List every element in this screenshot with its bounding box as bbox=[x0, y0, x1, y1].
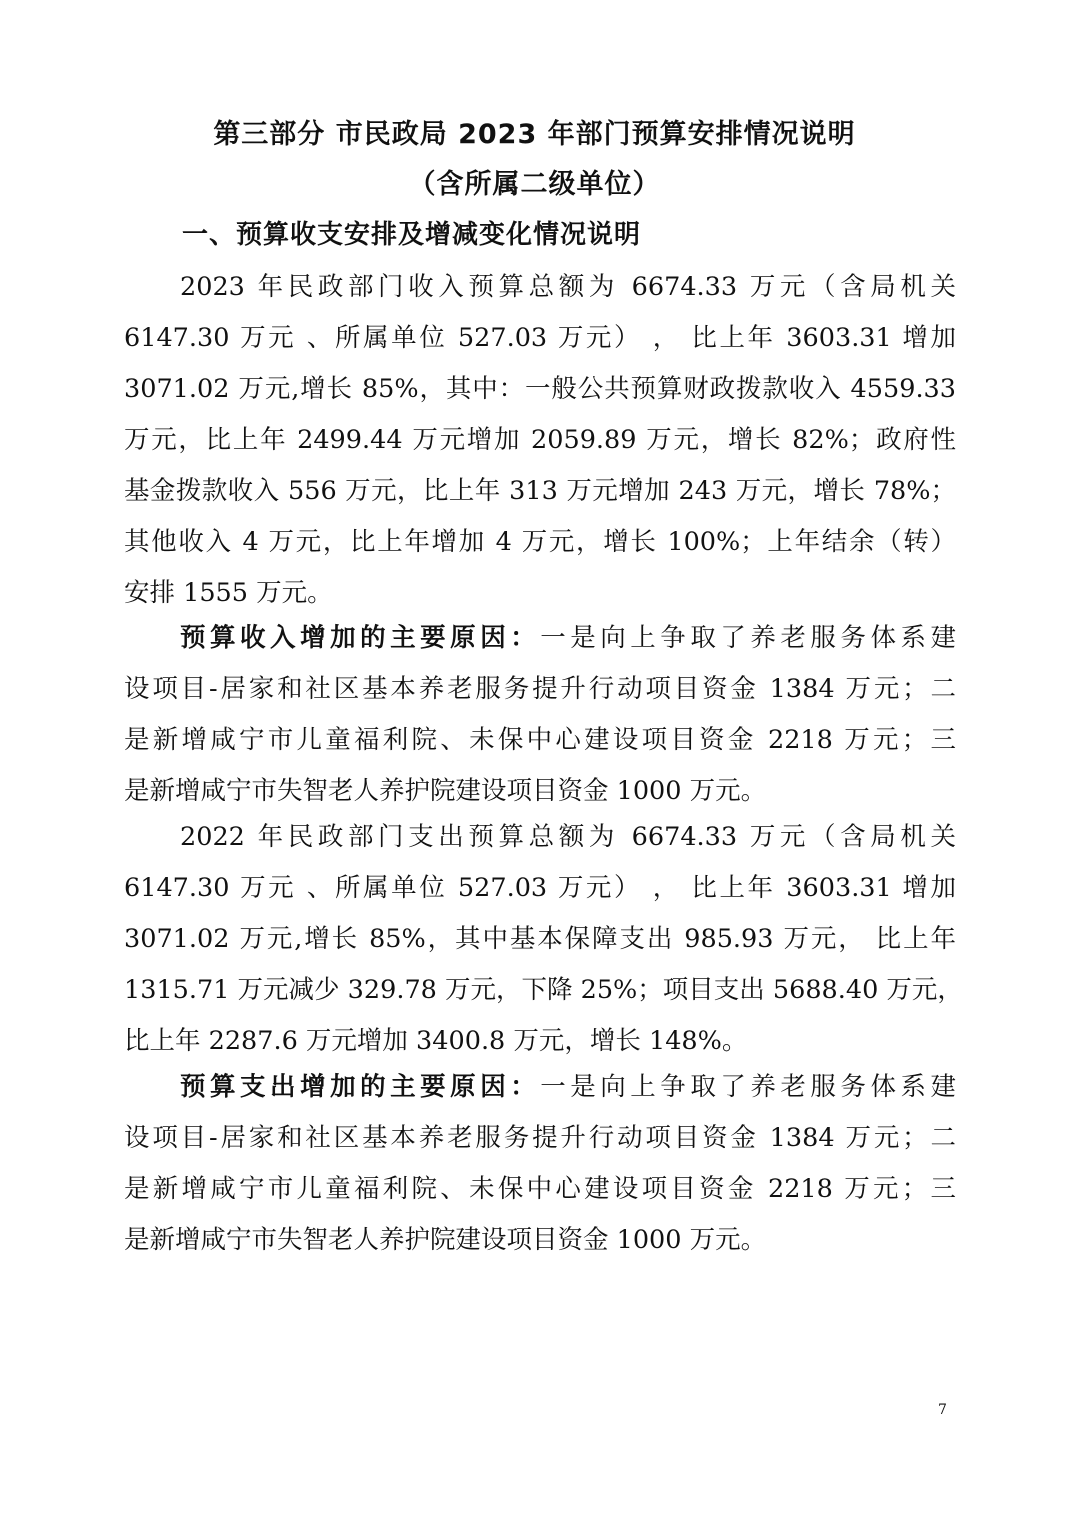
paragraph-income-reasons bbox=[124, 613, 956, 817]
text-line: 是新增咸宁市儿童福利院、未保中心建设项目资金 2218 万元；三 bbox=[124, 725, 956, 755]
text-line: 是新增咸宁市儿童福利院、未保中心建设项目资金 2218 万元；三 bbox=[124, 1174, 956, 1204]
text-line: 6147.30 万元 、所属单位 527.03 万元） ， 比上年 3603.31 增加 bbox=[124, 323, 956, 353]
text-line bbox=[124, 1062, 956, 1113]
text-segment: 一是向上争取了养老服务体系建 bbox=[540, 1072, 956, 1102]
document-subtitle: （含所属二级单位） bbox=[408, 169, 661, 200]
text-line: 3071.02 万元,增长 85%，其中基本保障支出 985.93 万元， 比上年 bbox=[124, 924, 956, 954]
page-number: 7 bbox=[938, 1402, 947, 1418]
text-line: 安排 1555 万元。 bbox=[124, 578, 333, 608]
text-line: 其他收入 4 万元，比上年增加 4 万元，增长 100%；上年结余（转） bbox=[124, 527, 956, 557]
text-line bbox=[124, 613, 956, 664]
document-title: 第三部分 市民政局 2023 年部门预算安排情况说明 bbox=[213, 119, 856, 150]
text-line: 1315.71 万元减少 329.78 万元，下降 25%；项目支出 5688.40 万元， bbox=[124, 975, 963, 1005]
text-line: 3071.02 万元,增长 85%，其中：一般公共预算财政拨款收入 4559.33 bbox=[124, 374, 956, 404]
text-line: 6147.30 万元 、所属单位 527.03 万元） ， 比上年 3603.31 增加 bbox=[124, 873, 956, 903]
text-line: 万元，比上年 2499.44 万元增加 2059.89 万元，增长 82%；政府性 bbox=[124, 425, 956, 455]
text-line: 基金拨款收入 556 万元，比上年 313 万元增加 243 万元，增长 78%； bbox=[124, 476, 956, 506]
paragraph-income-budget bbox=[124, 262, 956, 619]
text-line: 2022 年民政部门支出预算总额为 6674.33 万元（含局机关 bbox=[180, 822, 956, 852]
text-line: 是新增咸宁市失智老人养护院建设项目资金 1000 万元。 bbox=[124, 1225, 767, 1255]
paragraph-expenditure-budget bbox=[124, 812, 963, 1067]
text-segment: 一是向上争取了养老服务体系建 bbox=[540, 623, 956, 653]
text-line: 比上年 2287.6 万元增加 3400.8 万元，增长 148%。 bbox=[124, 1026, 748, 1056]
paragraph-lead: 预算收入增加的主要原因： bbox=[180, 623, 541, 653]
text-line: 2023 年民政部门收入预算总额为 6674.33 万元（含局机关 bbox=[180, 272, 956, 302]
text-line: 是新增咸宁市失智老人养护院建设项目资金 1000 万元。 bbox=[124, 776, 767, 806]
paragraph-expenditure-reasons bbox=[124, 1062, 956, 1266]
text-line: 设项目-居家和社区基本养老服务提升行动项目资金 1384 万元；二 bbox=[124, 674, 956, 704]
section-heading: 一、预算收支安排及增减变化情况说明 bbox=[182, 220, 642, 250]
text-line: 设项目-居家和社区基本养老服务提升行动项目资金 1384 万元；二 bbox=[124, 1123, 956, 1153]
paragraph-lead: 预算支出增加的主要原因： bbox=[180, 1072, 541, 1102]
